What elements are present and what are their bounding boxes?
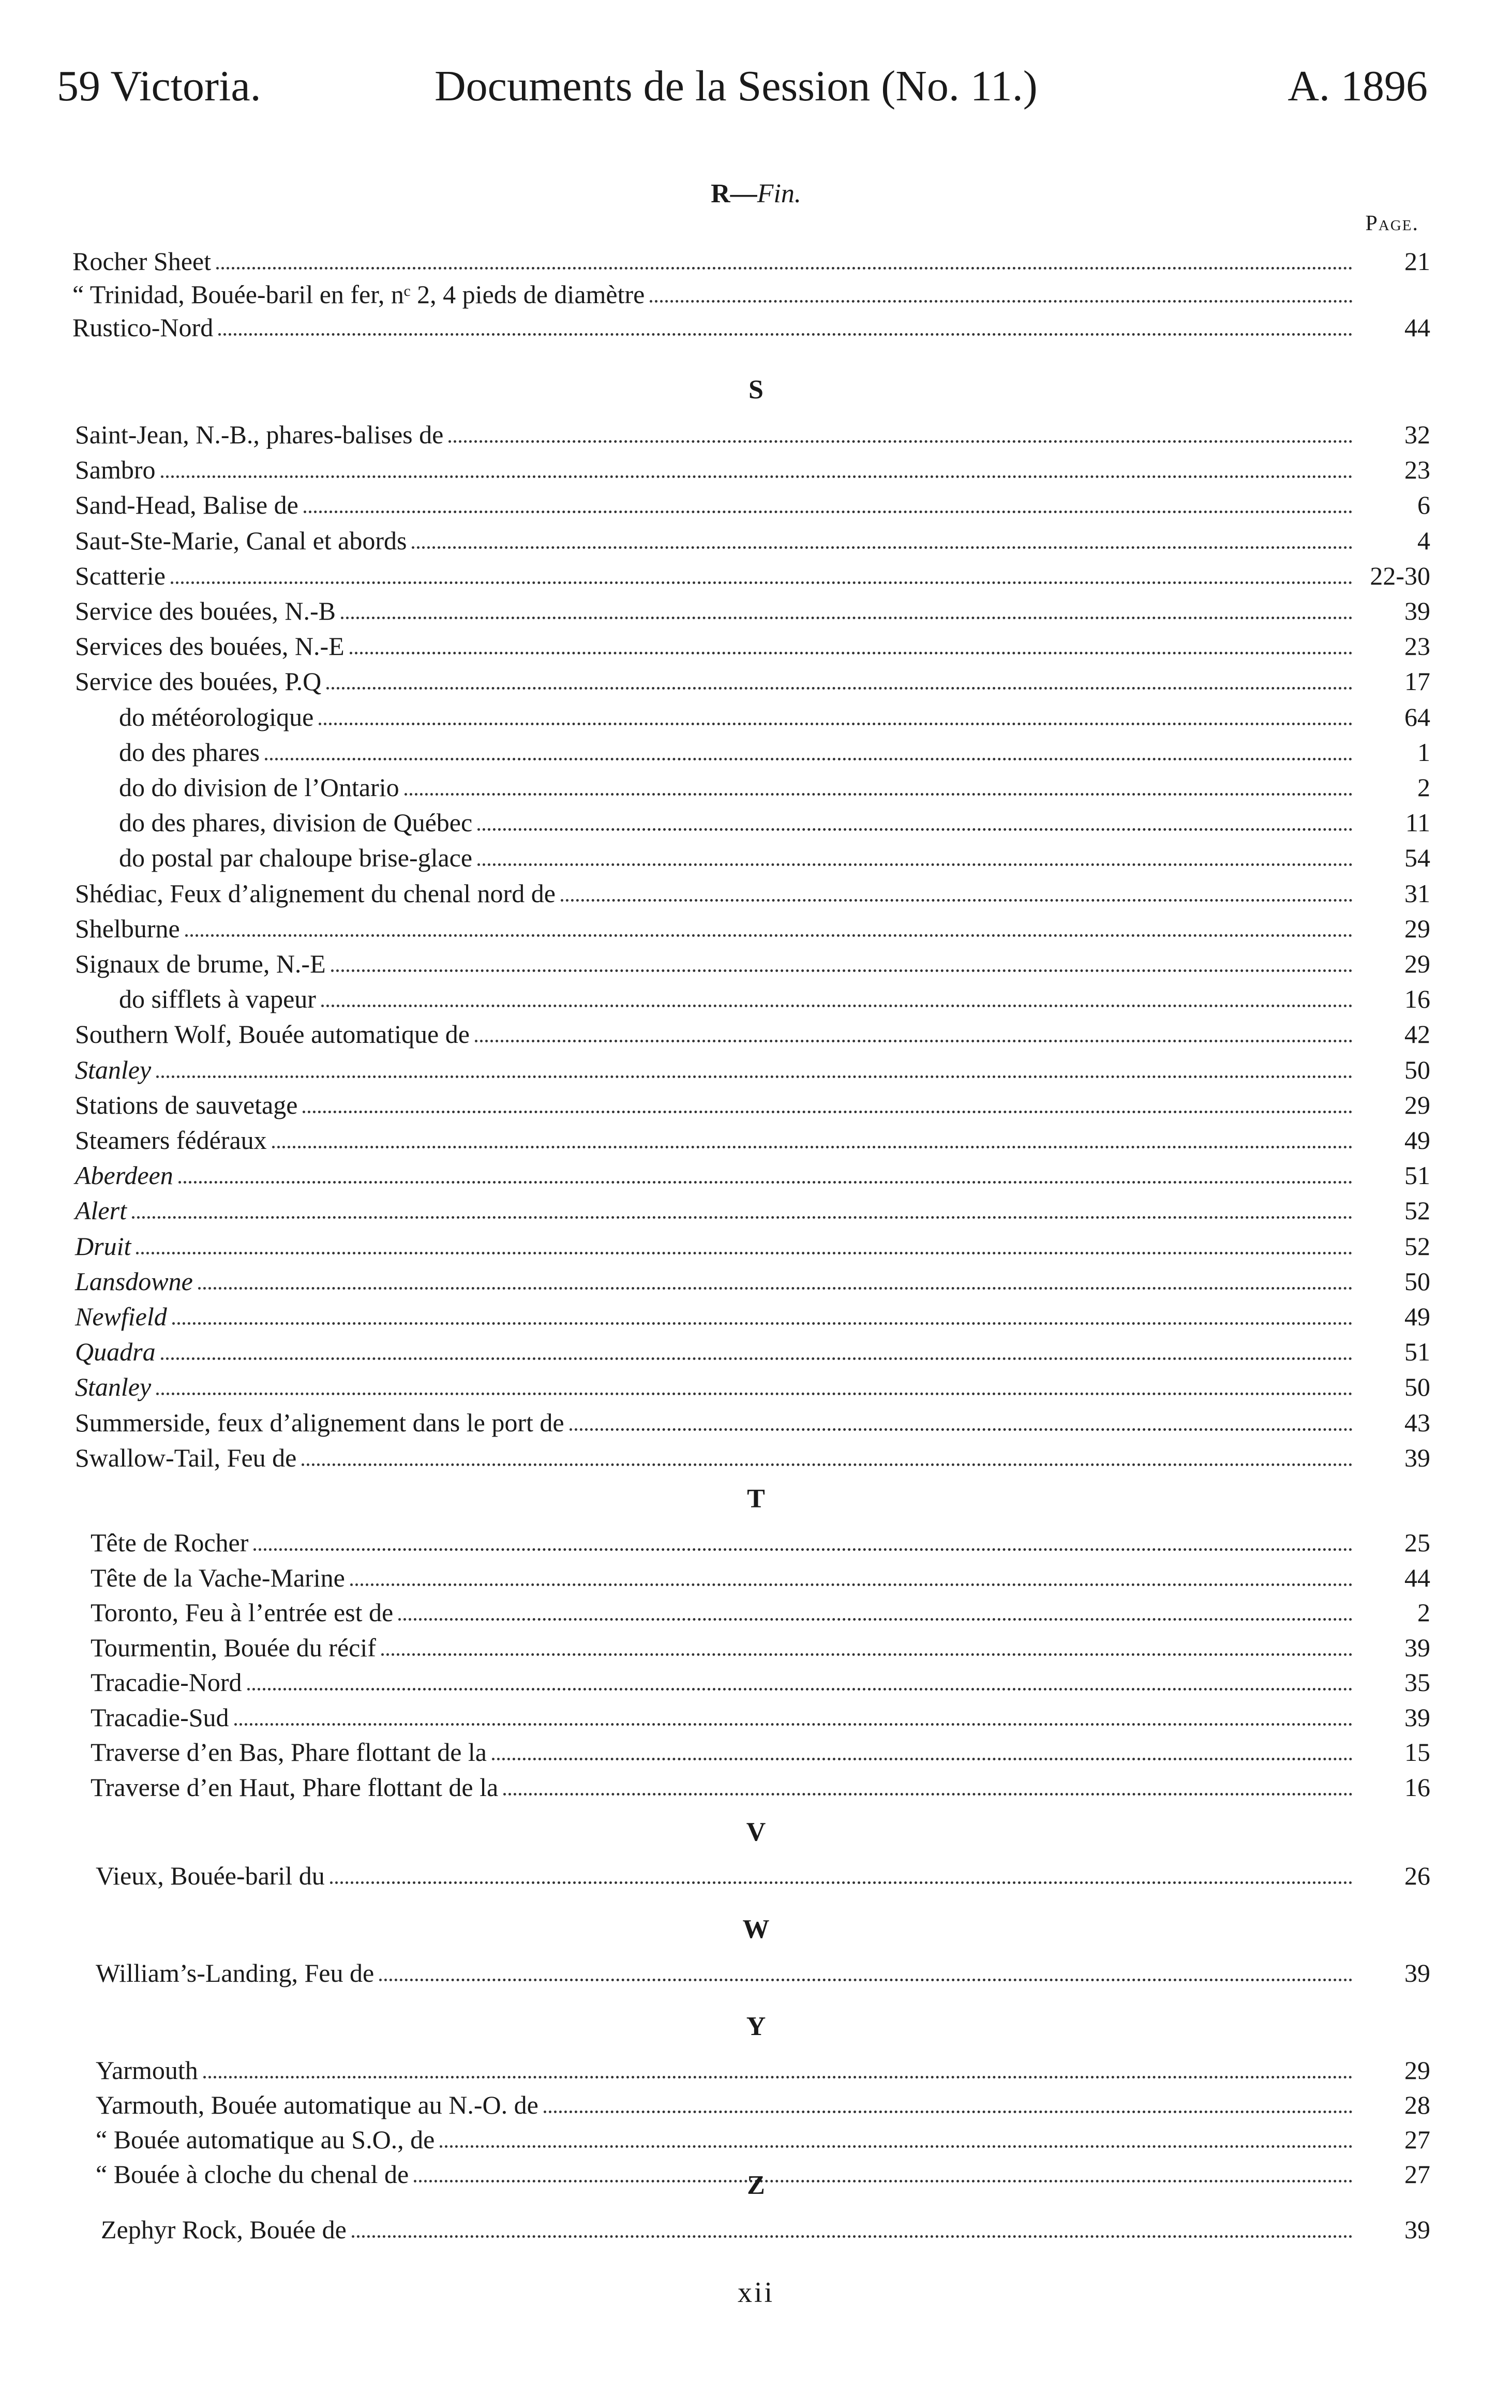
index-entry	[75, 1231, 1430, 1262]
entry-label: Druit	[75, 1232, 131, 1261]
index-entry	[75, 1336, 1430, 1367]
leader-dots	[247, 1687, 1353, 1691]
entry-label: “ Bouée automatique au S.O., de	[96, 2125, 435, 2154]
entry-page: 29	[1404, 2056, 1430, 2085]
entry-page: 29	[1404, 949, 1430, 978]
leader-dots	[156, 1075, 1353, 1078]
entry-label: Yarmouth	[96, 2056, 198, 2085]
leader-dots	[503, 1792, 1353, 1796]
entry-label: Aberdeen	[75, 1161, 173, 1190]
leader-dots	[350, 1583, 1353, 1586]
entry-label: Traverse d’en Haut, Phare flottant de la	[91, 1773, 499, 1802]
index-entry	[75, 525, 1430, 556]
entry-label: Summerside, feux d’alignement dans le port de	[75, 1408, 564, 1437]
leader-dots	[379, 1978, 1353, 1981]
leader-dots	[448, 440, 1353, 443]
leader-dots	[350, 651, 1353, 654]
leader-dots	[156, 1392, 1353, 1395]
entry-page: 44	[1404, 313, 1430, 342]
entry-label: do météorologique	[119, 702, 314, 731]
leader-dots	[319, 722, 1353, 725]
entry-page: 1	[1417, 738, 1430, 767]
entry-label: Lansdowne	[75, 1267, 193, 1296]
leader-dots	[302, 1463, 1353, 1466]
entry-page: 27	[1404, 2160, 1430, 2189]
entry-page: 44	[1404, 1563, 1430, 1592]
leader-dots	[326, 686, 1353, 690]
entry-label: Quadra	[75, 1337, 156, 1366]
entry-page: 51	[1404, 1161, 1430, 1190]
index-entry	[75, 1054, 1430, 1085]
entry-page: 27	[1404, 2125, 1430, 2154]
leader-dots	[561, 899, 1353, 902]
entry-label: Tracadie-Sud	[91, 1703, 229, 1732]
entry-label: Rustico-Nord	[72, 313, 214, 342]
entry-page: 2	[1417, 1598, 1430, 1627]
entry-page: 32	[1404, 420, 1430, 449]
leader-dots	[352, 2235, 1353, 2238]
entry-page: 64	[1404, 702, 1430, 731]
entry-page: 2	[1417, 773, 1430, 802]
index-entry	[119, 807, 1430, 838]
entry-page: 43	[1404, 1408, 1430, 1437]
leader-dots	[136, 1251, 1353, 1254]
index-entry	[75, 419, 1430, 450]
entry-page: 29	[1404, 1090, 1430, 1119]
entry-page: 22-30	[1370, 561, 1430, 590]
index-entry	[75, 1195, 1430, 1226]
section-heading-t: T	[747, 1484, 765, 1514]
header-right: A. 1896	[1288, 62, 1428, 110]
leader-dots	[185, 934, 1353, 937]
entry-page: 35	[1404, 1668, 1430, 1697]
page-header	[57, 61, 1428, 123]
section-heading-r	[0, 178, 1512, 209]
index-entry	[101, 2214, 1430, 2245]
leader-dots	[475, 1039, 1353, 1042]
entry-page: 49	[1404, 1126, 1430, 1155]
entry-page: 6	[1417, 490, 1430, 519]
leader-dots	[171, 581, 1353, 584]
entry-page: 21	[1404, 247, 1430, 276]
leader-dots	[341, 616, 1353, 619]
leader-dots	[398, 1618, 1353, 1621]
leader-dots	[331, 969, 1353, 972]
entry-label: Traverse d’en Bas, Phare flottant de la	[91, 1738, 487, 1767]
index-entry	[91, 1702, 1430, 1733]
page-column-label: Page.	[1365, 212, 1419, 235]
index-entry	[75, 560, 1430, 591]
entry-label: Shédiac, Feux d’alignement du chenal nord de	[75, 879, 556, 908]
entry-label: Tête de Rocher	[91, 1528, 249, 1557]
leader-dots	[405, 792, 1353, 796]
index-entry	[119, 983, 1430, 1014]
section-heading-z: Z	[747, 2171, 765, 2200]
entry-page: 26	[1404, 1861, 1430, 1890]
index-entry	[75, 489, 1430, 520]
leader-dots	[216, 266, 1353, 270]
leader-dots	[198, 1287, 1353, 1290]
entry-label: Shelburne	[75, 914, 180, 943]
entry-label: do des phares	[119, 738, 260, 767]
leader-dots	[412, 546, 1353, 549]
entry-label: Saint-Jean, N.-B., phares-balises de	[75, 420, 444, 449]
entry-label: Newfield	[75, 1302, 167, 1331]
entry-page: 17	[1404, 667, 1430, 696]
section-suffix: Fin.	[757, 179, 801, 208]
leader-dots	[440, 2145, 1353, 2148]
entry-label: “ Trinidad, Bouée-baril en fer, nᶜ 2, 4 pieds de diamètre	[72, 280, 645, 309]
index-entry	[96, 1860, 1430, 1891]
index-entry	[72, 246, 1430, 277]
entry-label: do postal par chaloupe brise-glace	[119, 843, 473, 872]
entry-label: Tête de la Vache-Marine	[91, 1563, 345, 1592]
leader-dots	[161, 1357, 1353, 1360]
leader-dots	[304, 510, 1353, 513]
leader-dots	[303, 1110, 1353, 1113]
leader-dots	[492, 1757, 1353, 1760]
index-entry	[75, 948, 1430, 979]
entry-label: Service des bouées, P.Q	[75, 667, 322, 696]
leader-dots	[234, 1723, 1353, 1726]
entry-page: 50	[1404, 1267, 1430, 1296]
index-entry	[96, 2089, 1430, 2120]
entry-page: 29	[1404, 914, 1430, 943]
index-entry	[75, 1407, 1430, 1438]
entry-label: Signaux de brume, N.-E	[75, 949, 326, 978]
entry-page: 51	[1404, 1337, 1430, 1366]
entry-page: 28	[1404, 2090, 1430, 2119]
entry-page: 16	[1404, 1773, 1430, 1802]
leader-dots	[178, 1180, 1353, 1184]
entry-label: Sand-Head, Balise de	[75, 490, 298, 519]
header-center: Documents de la Session (No. 11.)	[435, 62, 1038, 110]
index-entry	[72, 279, 1430, 310]
section-heading-w: W	[742, 1915, 770, 1944]
index-entry	[75, 1125, 1430, 1156]
entry-label: Tracadie-Nord	[91, 1668, 242, 1697]
index-entry	[75, 454, 1430, 485]
index-entry	[91, 1667, 1430, 1698]
entry-page: 50	[1404, 1055, 1430, 1084]
index-entry	[75, 666, 1430, 697]
entry-label: Stations de sauvetage	[75, 1090, 298, 1119]
index-entry	[75, 1160, 1430, 1191]
index-entry	[96, 2055, 1430, 2086]
index-entry	[75, 1266, 1430, 1297]
entry-page: 39	[1404, 2215, 1430, 2244]
leader-dots	[650, 300, 1353, 303]
index-entry	[75, 1371, 1430, 1402]
index-entry	[91, 1632, 1430, 1663]
section-heading-s: S	[748, 375, 764, 405]
entry-label: Service des bouées, N.-B	[75, 596, 336, 625]
index-entry	[75, 1442, 1430, 1473]
index-entry	[96, 1957, 1430, 1988]
entry-label: Services des bouées, N.-E	[75, 632, 345, 661]
entry-page: 54	[1404, 843, 1430, 872]
entry-label: Sambro	[75, 455, 156, 484]
entry-label: do do division de l’Ontario	[119, 773, 399, 802]
index-entry	[91, 1737, 1430, 1768]
entry-label: “ Bouée à cloche du chenal de	[96, 2160, 409, 2189]
entry-label: Scatterie	[75, 561, 166, 590]
entry-label: Rocher Sheet	[72, 247, 211, 276]
entry-page: 31	[1404, 879, 1430, 908]
section-heading-y: Y	[746, 2012, 766, 2041]
leader-dots	[381, 1653, 1353, 1656]
index-entry	[119, 842, 1430, 873]
entry-label: Zephyr Rock, Bouée de	[101, 2215, 347, 2244]
index-entry	[72, 312, 1430, 343]
entry-page: 11	[1405, 808, 1430, 837]
section-heading-v: V	[746, 1817, 766, 1847]
entry-page: 4	[1417, 526, 1430, 555]
entry-page: 39	[1404, 1633, 1430, 1662]
index-entry	[75, 1089, 1430, 1120]
entry-page: 52	[1404, 1232, 1430, 1261]
index-entry	[75, 1301, 1430, 1332]
index-entry	[119, 737, 1430, 768]
leader-dots	[203, 2075, 1353, 2078]
entry-page: 49	[1404, 1302, 1430, 1331]
leader-dots	[265, 757, 1353, 760]
entry-page: 23	[1404, 455, 1430, 484]
leader-dots	[172, 1322, 1353, 1325]
index-entry	[75, 878, 1430, 909]
index-entry	[96, 2124, 1430, 2155]
entry-label: Stanley	[75, 1372, 152, 1401]
index-entry	[91, 1597, 1430, 1628]
entry-label: William’s-Landing, Feu de	[96, 1958, 375, 1987]
index-entry	[91, 1772, 1430, 1803]
index-entry	[91, 1527, 1430, 1558]
leader-dots	[321, 1004, 1353, 1007]
section-letter: R—	[711, 179, 757, 208]
entry-label: Southern Wolf, Bouée automatique de	[75, 1020, 470, 1049]
page-number: xii	[737, 2277, 775, 2309]
leader-dots	[132, 1216, 1353, 1219]
entry-page: 52	[1404, 1196, 1430, 1225]
entry-page: 39	[1404, 1443, 1430, 1472]
entry-label: Alert	[75, 1196, 127, 1225]
leader-dots	[161, 475, 1353, 478]
leader-dots	[570, 1428, 1353, 1431]
entry-page: 23	[1404, 632, 1430, 661]
index-entry	[75, 913, 1430, 944]
entry-page: 39	[1404, 1703, 1430, 1732]
entry-label: Stanley	[75, 1055, 152, 1084]
leader-dots	[544, 2110, 1353, 2113]
entry-label: Swallow-Tail, Feu de	[75, 1443, 297, 1472]
entry-label: Toronto, Feu à l’entrée est de	[91, 1598, 394, 1627]
leader-dots	[253, 1548, 1353, 1551]
entry-page: 15	[1404, 1738, 1430, 1767]
entry-page: 50	[1404, 1372, 1430, 1401]
entry-page: 39	[1404, 1958, 1430, 1987]
index-entry	[75, 595, 1430, 626]
entry-page: 39	[1404, 596, 1430, 625]
leader-dots	[272, 1145, 1353, 1148]
index-entry	[75, 631, 1430, 662]
index-entry	[119, 772, 1430, 803]
entry-label: Vieux, Bouée-baril du	[96, 1861, 325, 1890]
entry-page: 25	[1404, 1528, 1430, 1557]
leader-dots	[477, 863, 1353, 866]
entry-label: Steamers fédéraux	[75, 1126, 267, 1155]
entry-label: do des phares, division de Québec	[119, 808, 473, 837]
leader-dots	[477, 828, 1353, 831]
entry-page: 16	[1404, 984, 1430, 1013]
index-entry	[75, 1019, 1430, 1050]
leader-dots	[330, 1881, 1353, 1884]
header-left: 59 Victoria.	[57, 62, 261, 110]
entry-label: Saut-Ste-Marie, Canal et abords	[75, 526, 407, 555]
entry-label: Yarmouth, Bouée automatique au N.-O. de	[96, 2090, 538, 2119]
leader-dots	[218, 333, 1353, 336]
entry-label: do sifflets à vapeur	[119, 984, 316, 1013]
entry-page: 42	[1404, 1020, 1430, 1049]
entry-label: Tourmentin, Bouée du récif	[91, 1633, 376, 1662]
index-entry	[91, 1562, 1430, 1593]
index-entry	[119, 701, 1430, 732]
